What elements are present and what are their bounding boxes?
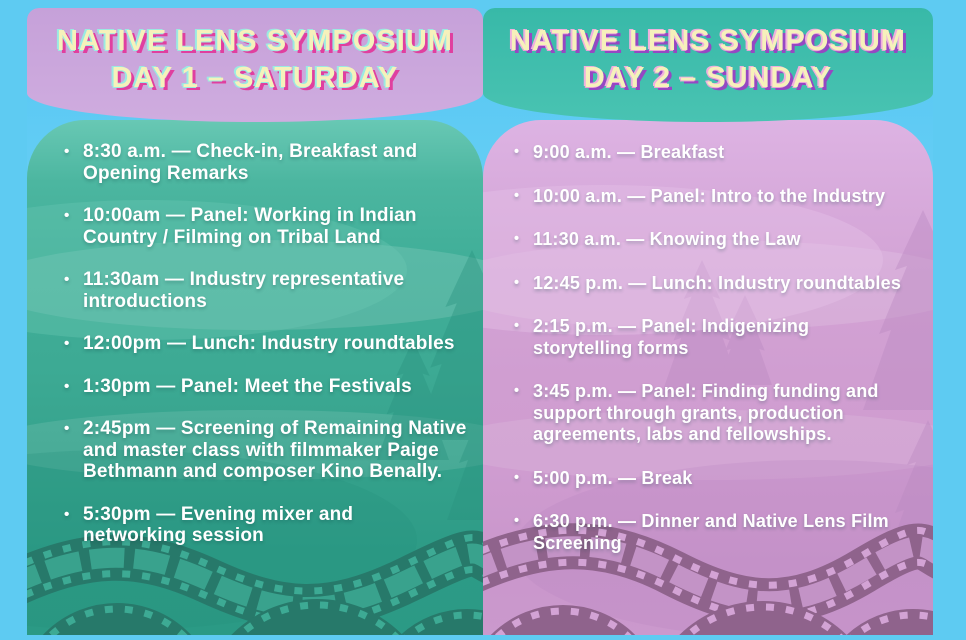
- schedule-item: • 6:30 p.m. — Dinner and Native Lens Film Screening: [513, 511, 921, 554]
- schedule-item: • 11:30 a.m. — Knowing the Law: [513, 229, 927, 251]
- schedule-item: • 5:00 p.m. — Break: [513, 468, 927, 490]
- schedule-item: • 1:30pm — Panel: Meet the Festivals: [63, 376, 475, 398]
- schedule-item: • 2:45pm — Screening of Remaining Native and master class with filmmaker Paige Bethmann and composer Kino Benally.: [63, 418, 475, 483]
- schedule-item: • 5:30pm — Evening mixer and networking session: [63, 504, 391, 547]
- day1-panel: [27, 8, 483, 635]
- schedule-item: • 8:30 a.m. — Check-in, Breakfast and Opening Remarks: [63, 141, 455, 184]
- schedule-item: • 9:00 a.m. — Breakfast: [513, 142, 927, 164]
- schedule-item: • 3:45 p.m. — Panel: Finding funding and support through grants, production agreements, labs and fellowships.: [513, 381, 927, 446]
- schedule-item: • 12:45 p.m. — Lunch: Industry roundtables: [513, 273, 927, 295]
- day2-schedule-list: [483, 120, 933, 554]
- day2-title-line2: DAY 2 – SUNDAY: [583, 62, 833, 94]
- schedule-item: • 10:00am — Panel: Working in Indian Country / Filming on Tribal Land: [63, 205, 475, 248]
- day1-title-line2: DAY 1 – SATURDAY: [111, 62, 399, 94]
- schedule-item: • 11:30am — Industry representative introductions: [63, 269, 455, 312]
- day1-schedule-list: [27, 120, 483, 547]
- day2-title-line1: NATIVE LENS SYMPOSIUM: [510, 25, 906, 57]
- schedule-item: • 2:15 p.m. — Panel: Indigenizing storytelling forms: [513, 316, 855, 359]
- day1-header: [27, 8, 483, 122]
- day2-schedule-area: [483, 120, 933, 635]
- day1-title-line1: NATIVE LENS SYMPOSIUM: [57, 25, 453, 57]
- schedule-item: • 12:00pm — Lunch: Industry roundtables: [63, 333, 475, 355]
- day2-panel: [483, 8, 933, 635]
- schedule-item: • 10:00 a.m. — Panel: Intro to the Industry: [513, 186, 927, 208]
- day2-header: [483, 8, 933, 122]
- day1-schedule-area: [27, 120, 483, 635]
